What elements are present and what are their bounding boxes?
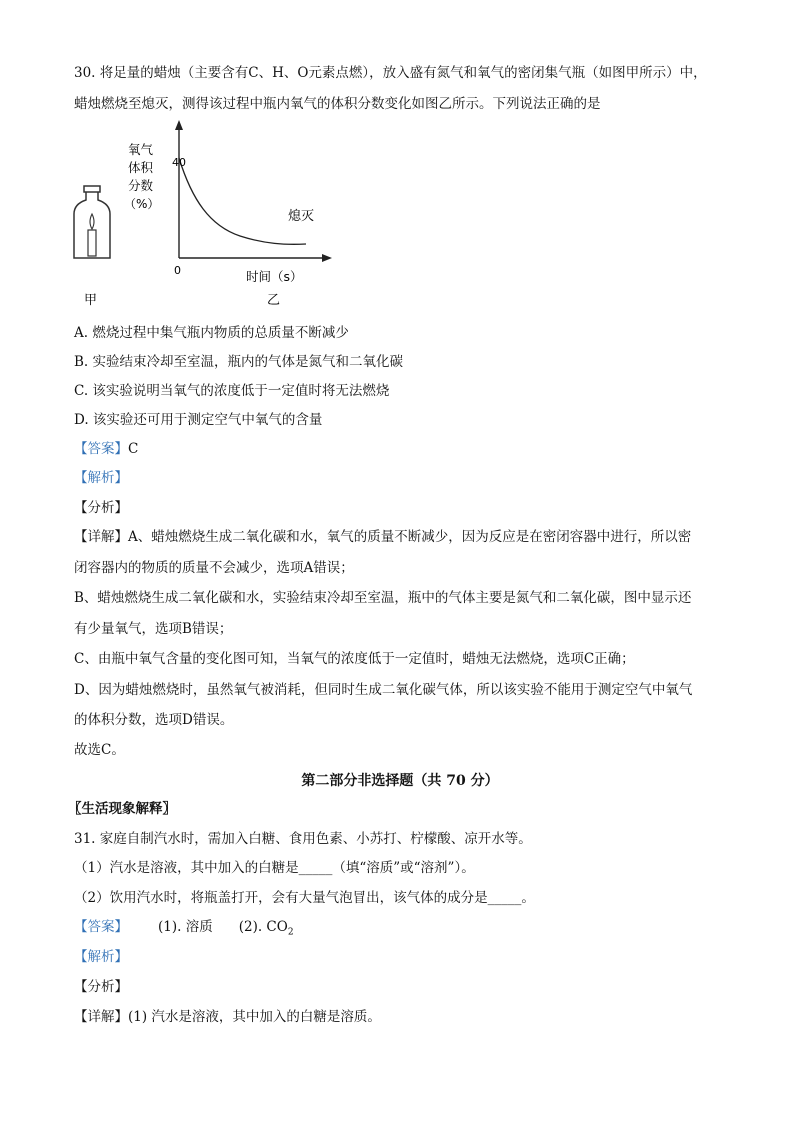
- q30-fenxi: 【分析】: [74, 500, 128, 516]
- xlabel: 时间（s）: [246, 269, 303, 284]
- q30-detail-2: 闭容器内的物质的质量不会减少，选项A错误；: [74, 560, 354, 576]
- q31-answer2-sub: 2: [287, 927, 294, 938]
- section-title: 〖生活现象解释〗: [68, 801, 176, 817]
- chart-axes: [175, 120, 332, 262]
- q31-sub1: （1）汽水是溶液，其中加入的白糖是_____（填“溶质”或“溶剂”）。: [74, 860, 475, 876]
- q31-fenxi: 【分析】: [74, 979, 128, 995]
- q30-option-b: B. 实验结束冷却至室温，瓶内的气体是氮气和二氧化碳: [74, 354, 404, 370]
- oxygen-curve: [179, 158, 306, 244]
- q30-detail-5: C、由瓶中氧气含量的变化图可知，当氧气的浓度低于一定值时，蜡烛无法燃烧，选项C正确；: [74, 651, 635, 667]
- q31-answer1: (1). 溶质: [158, 919, 213, 935]
- q30-detail-7: 的体积分数，选项D错误。: [74, 712, 234, 728]
- q30-detail-6: D、因为蜡烛燃烧时，虽然氧气被消耗，但同时生成二氧化碳气体，所以该实验不能用于测定空气中氧气: [74, 682, 693, 698]
- y-tick-40: 40: [172, 156, 186, 169]
- q30-answer: C: [128, 441, 139, 457]
- q31-detail: (1) 汽水是溶液，其中加入的白糖是溶质。: [128, 1009, 381, 1025]
- q30-option-a: A. 燃烧过程中集气瓶内物质的总质量不断减少: [74, 325, 349, 341]
- q31-answer2: (2). CO: [238, 919, 288, 935]
- q31-analysis-tag: 【解析】: [74, 949, 128, 965]
- ylabel-line3: 分数: [128, 178, 154, 193]
- q30-answer-row: [74, 440, 138, 458]
- q30-option-c: C. 该实验说明当氧气的浓度低于一定值时将无法燃烧: [74, 383, 390, 399]
- q30-figure: [60, 118, 360, 322]
- answer-tag: 【答案】: [74, 919, 128, 935]
- q30-analysis-tag: 【解析】: [74, 470, 128, 486]
- ylabel-line2: 体积: [128, 160, 154, 175]
- q31-sub2: （2）饮用汽水时，将瓶盖打开，会有大量气泡冒出，该气体的成分是_____。: [74, 890, 535, 906]
- detail-tag: 【详解】: [74, 1009, 128, 1025]
- q30-detail-8: 故选C。: [74, 742, 125, 758]
- q30-detail-1: 【详解】A、蜡烛燃烧生成二氧化碳和水，氧气的质量不断减少，因为反应是在密闭容器中进行，所以密: [74, 529, 692, 545]
- q30-stem-line2: 蜡烛燃烧至熄灭，测得该过程中瓶内氧气的体积分数变化如图乙所示。下列说法正确的是: [74, 96, 601, 112]
- label-jia: 甲: [84, 293, 98, 308]
- oxygen-curve-figure: [60, 118, 360, 318]
- ylabel-line4: （%）: [124, 197, 160, 211]
- q30-option-d: D. 该实验还可用于测定空气中氧气的含量: [74, 412, 323, 428]
- extinguish-annotation: 熄灭: [288, 209, 315, 224]
- answer-tag: 【答案】: [74, 441, 128, 457]
- label-yi: 乙: [267, 293, 281, 308]
- q30-stem-line1: 30. 将足量的蜡烛（主要含有C、H、O元素点燃），放入盛有氮气和氧气的密闭集气瓶（如图甲所示）中，: [74, 65, 707, 81]
- q30-detail-3: B、蜡烛燃烧生成二氧化碳和水，实验结束冷却至室温，瓶中的气体主要是氮气和二氧化碳，图中显示还: [74, 590, 692, 606]
- q31-stem: 31. 家庭自制汽水时，需加入白糖、食用色素、小苏打、柠檬酸、凉开水等。: [74, 831, 532, 847]
- q30-detail-4: 有少量氧气，选项B错误；: [74, 621, 233, 637]
- part2-title: 第二部分非选择题（共 70 分）: [301, 773, 499, 789]
- q31-detail-row: [74, 1008, 381, 1026]
- q31-answer-row: [74, 918, 294, 942]
- origin-label: 0: [174, 264, 181, 277]
- ylabel-line1: 氧气: [128, 142, 154, 157]
- gas-jar-illustration: [74, 186, 110, 258]
